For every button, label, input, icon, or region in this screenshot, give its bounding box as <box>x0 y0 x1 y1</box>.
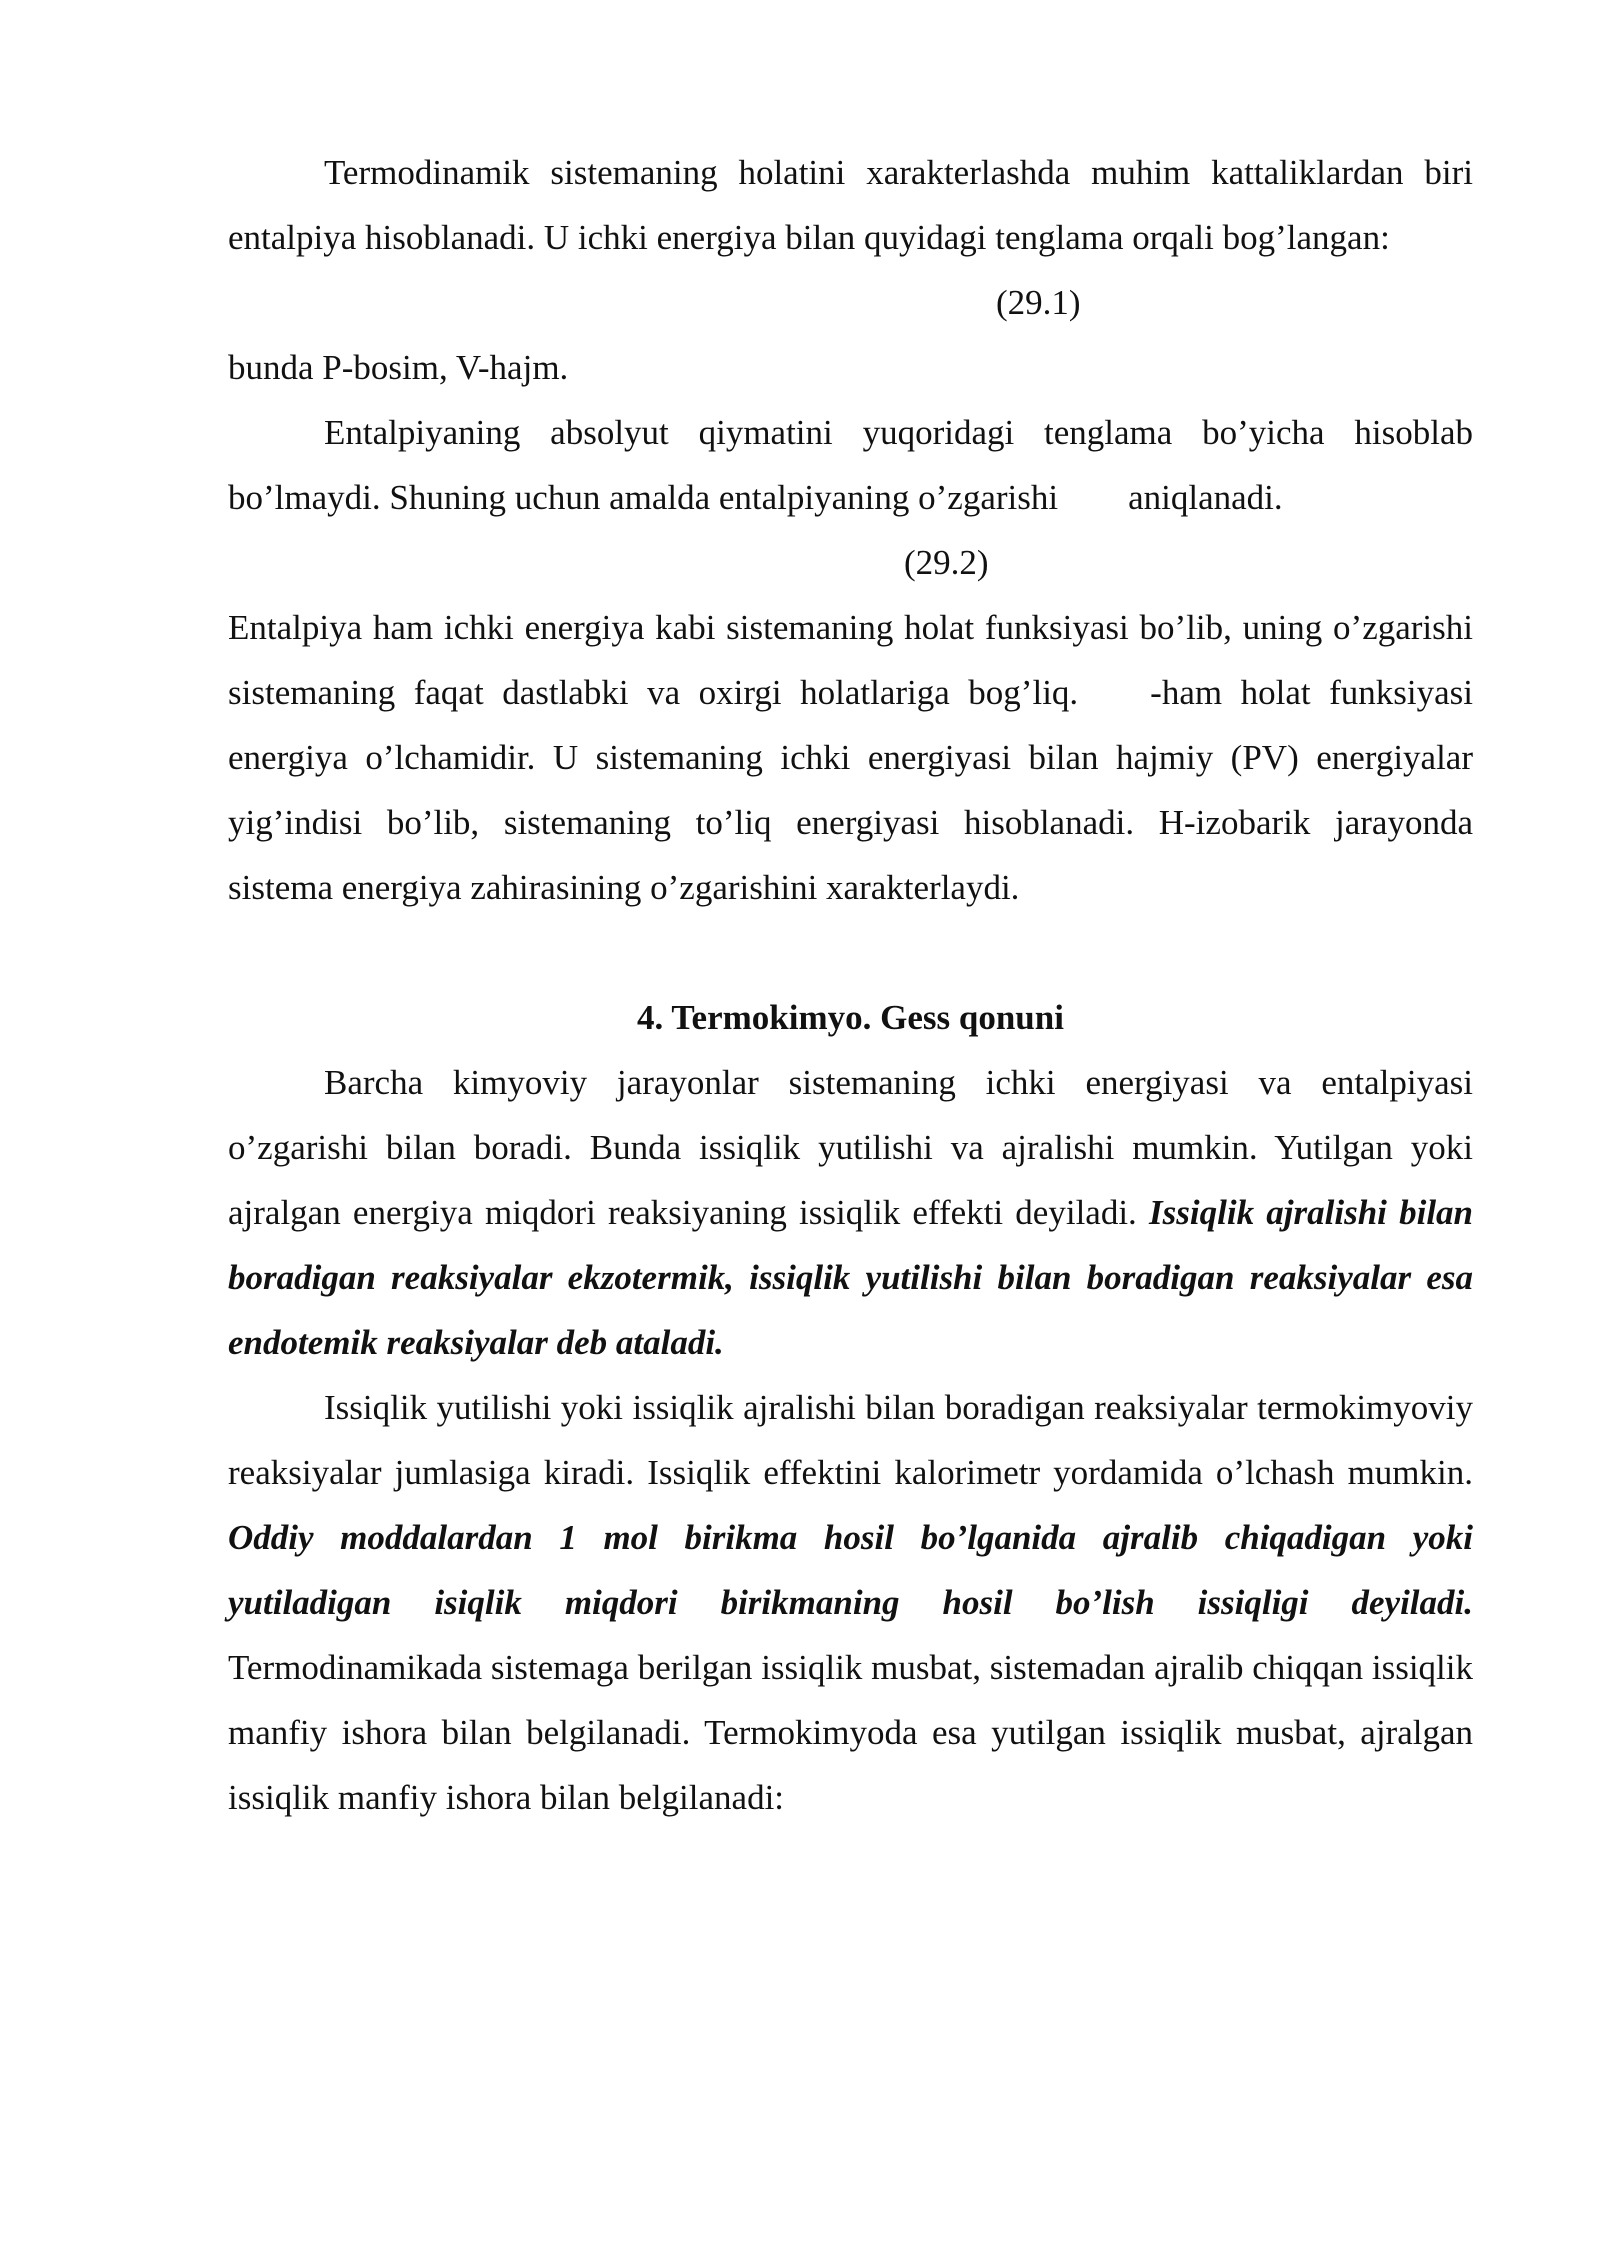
paragraph-enthalpy-intro: Termodinamik sistemaning holatini xarakterlashda muhim kattaliklardan biri entalpiya hisoblanadi. U ichki energiya bilan quyidagi tenglama orqali bog’langan: <box>228 153 1473 257</box>
paragraph-state-function-continued: -ham holat funksiyasi energiya o’lchamidir. U sistemaning ichki energiyasi bilan hajmiy (PV) energiyalar yig’indisi bo’lib, sistemaning to’liq energiyasi hisoblanadi. H-izobarik jarayonda sistema energiya zahirasining o’zgarishini xarakterlaydi. <box>228 673 1473 907</box>
paragraph-absolute-value-text: Entalpiyaning absolyut qiymatini yuqoridagi tenglama bo’yicha hisoblab bo’lmaydi. Shuning uchun amalda entalpiyaning o’zgarishi <box>228 413 1473 517</box>
paragraph-thermochemical-text: Issiqlik yutilishi yoki issiqlik ajralishi bilan boradigan reaksiyalar termokimyoviy reaksiyalar jumlasiga kiradi. Issiqlik effektini kalorimetr yordamida o’lchash mumkin. <box>228 1388 1473 1492</box>
definition-exo-endothermic: Issiqlik ajralishi bilan boradigan reaksiyalar ekzotermik, issiqlik yutilishi bilan boradigan reaksiyalar esa endotemik reaksiyalar deb ataladi. <box>228 1193 1474 1362</box>
equation-number-29-1: (29.1) <box>996 283 1081 322</box>
definition-formation-heat: Oddiy moddalardan 1 mol birikma hosil bo’lganida ajralib chiqadigan yoki yutiladigan isiqlik miqdori birikmaning hosil bo’lish issiqligi deyiladi. <box>228 1518 1473 1622</box>
paragraph-state-function <box>228 595 1473 920</box>
equation-number-29-2: (29.2) <box>904 543 989 582</box>
equation-29-2 <box>228 530 1473 595</box>
paragraph-thermal-effect <box>228 1050 1473 1375</box>
document-page <box>228 140 1473 1830</box>
section-heading: 4. Termokimyo. Gess qonuni <box>637 998 1064 1037</box>
paragraph-thermal-effect-text: Barcha kimyoviy jarayonlar sistemaning ichki energiyasi va entalpiyasi o’zgarishi bilan boradi. Bunda issiqlik yutilishi va ajralishi mumkin. Yutilgan yoki ajralgan energiya miqdori reaksiyaning issiqlik effekti deyiladi. <box>228 1063 1473 1232</box>
paragraph-absolute-value <box>228 400 1473 530</box>
paragraph-where: bunda P-bosim, V-hajm. <box>228 348 569 387</box>
paragraph-state-function-text: Entalpiya ham ichki energiya kabi sistemaning holat funksiyasi bo’lib, uning o’zgarishi sistemaning faqat dastlabki va oxirgi holatlariga bog’liq. <box>228 608 1473 712</box>
paragraph-sign-convention: Termodinamikada sistemaga berilgan issiqlik musbat, sistemadan ajralib chiqqan issiqlik manfiy ishora bilan belgilanadi. Termokimyoda esa yutilgan issiqlik musbat, ajralgan issiqlik manfiy ishora bilan belgilanadi: <box>228 1648 1473 1817</box>
paragraph-thermochemical <box>228 1375 1473 1830</box>
paragraph-absolute-value-end: aniqlanadi. <box>1128 478 1283 517</box>
equation-29-1 <box>228 270 1473 335</box>
